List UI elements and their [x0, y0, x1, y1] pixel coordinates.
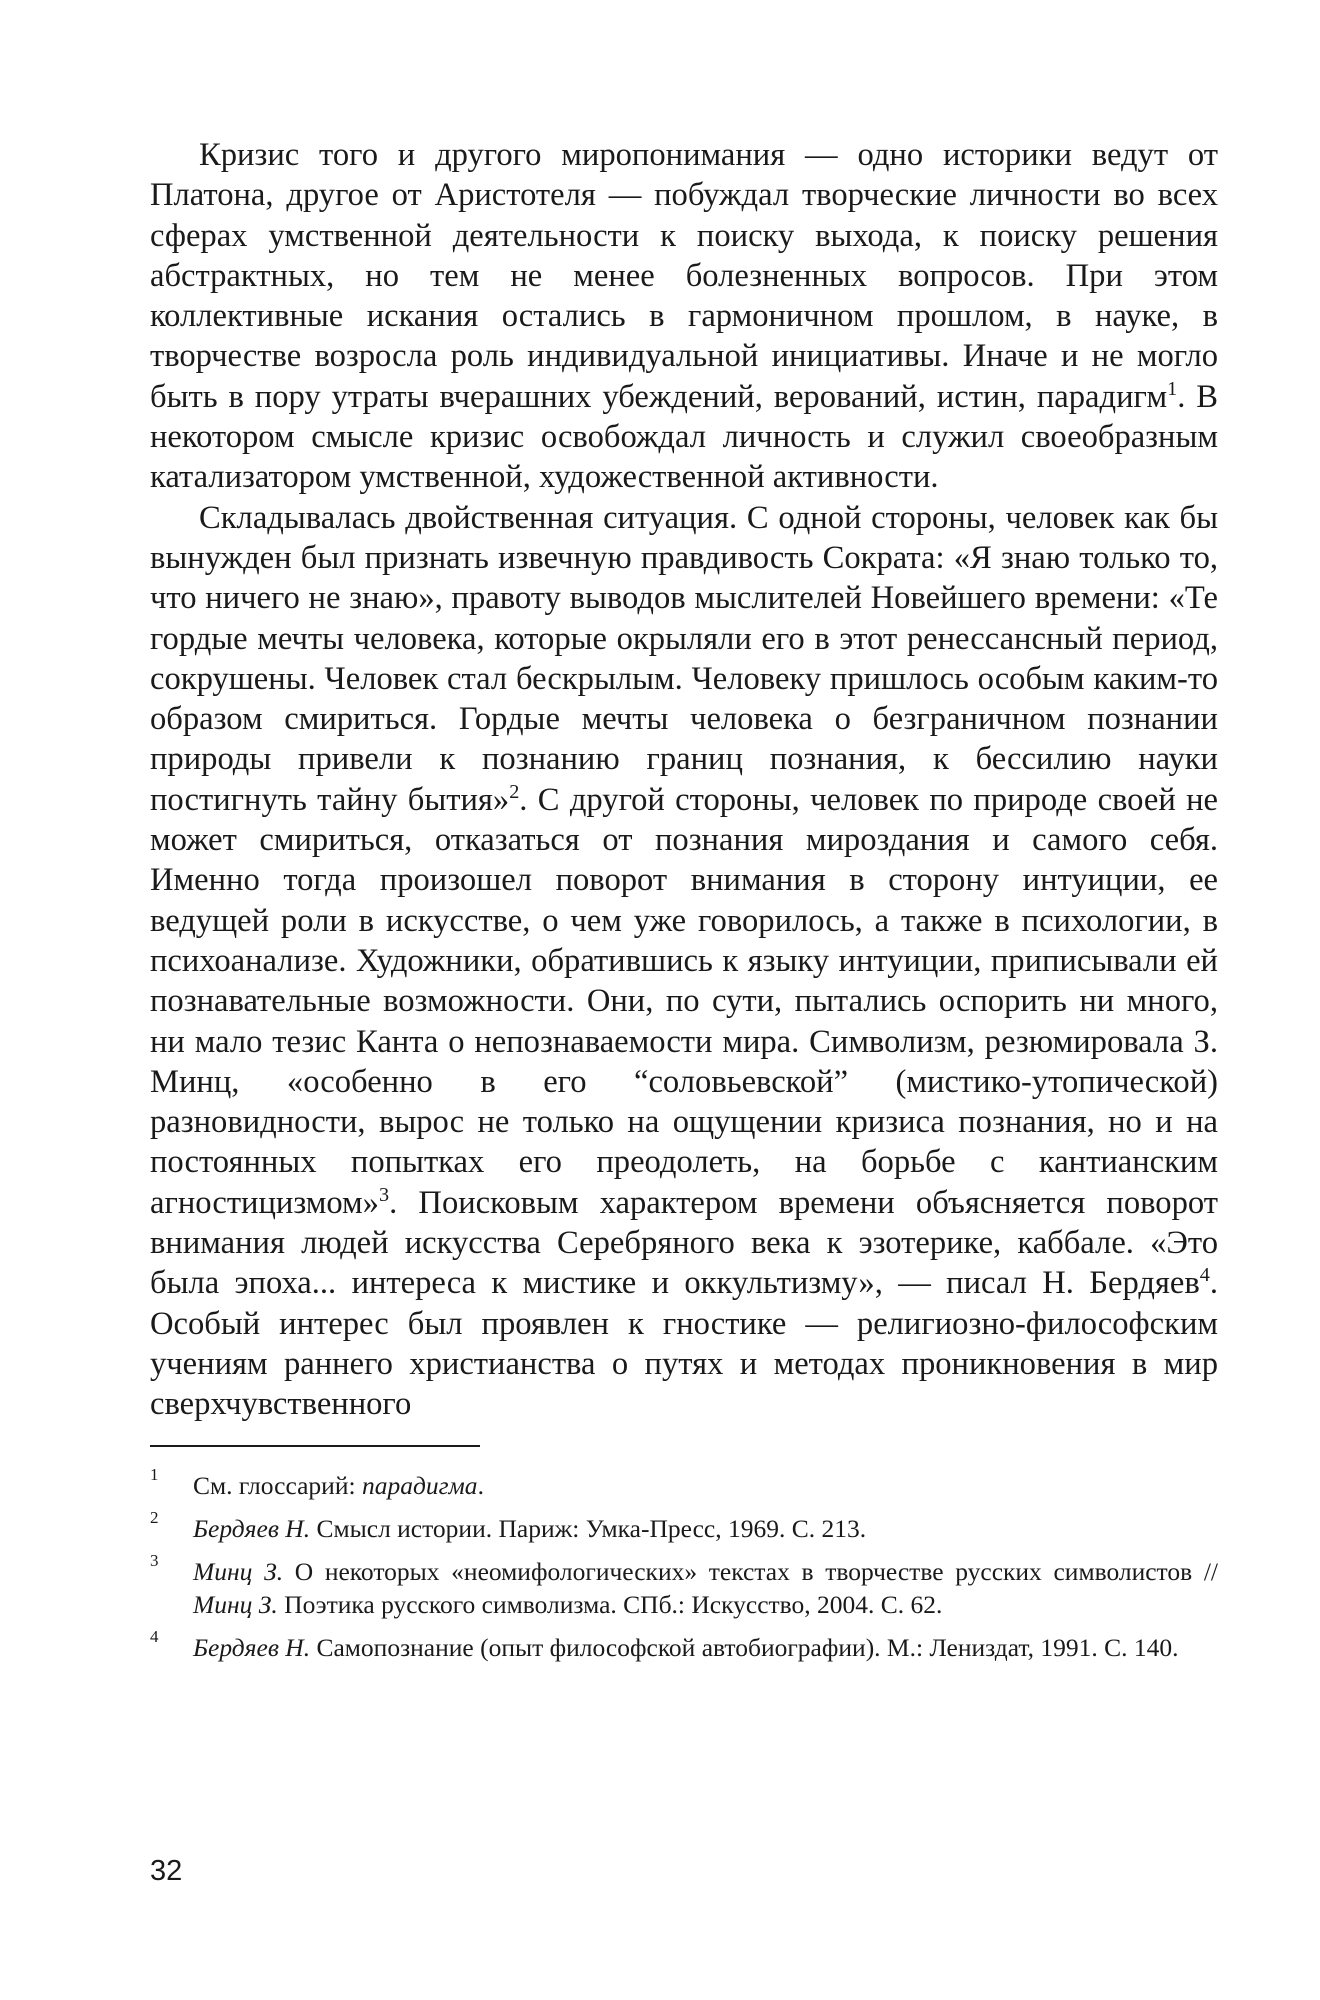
paragraph-2-text: . Поисковым характером времени объясняется поворот внимания людей искусства Серебряного века к эзотерике, каббале. «Это была эпоха... интереса к мистике и оккультизму», — писал Н. Бердяев: [150, 1184, 1218, 1302]
footnote-text: Поэтика русского символизма. СПб.: Искусство, 2004. С. 62.: [277, 1589, 943, 1619]
footnote-number: 4: [150, 1626, 159, 1646]
footnote-text: См. глоссарий:: [193, 1470, 362, 1500]
paragraph-1-text: . В некотором смысле кризис освобождал личность и служил своеобразным катализатором умственной, художественной активности.: [150, 378, 1218, 496]
footnote-ref-3[interactable]: 3: [378, 1183, 390, 1206]
footnote-author: Бердяев Н.: [193, 1513, 311, 1543]
footnote-1: [150, 1464, 1218, 1502]
footnote-text: Самопознание (опыт философской автобиографии). М.: Лениздат, 1991. С. 140.: [310, 1632, 1179, 1662]
paragraph-2-text: Складывалась двойственная ситуация. С одной стороны, человек как бы вынужден был признать извечную правдивость Сократа: «Я знаю только то, что ничего не знаю», правоту выводов мыслителей Новейшего времени: «Те гордые мечты человека, которые окрыляли его в этот ренессансный период, сокрушены. Человек стал бескрылым. Человеку пришлось особым каким-то образом смириться. Гордые мечты человека о безграничном познании природы привели к познанию границ познания, к бессилию науки постигнуть тайну бытия»: [150, 499, 1218, 818]
paragraph-1: [150, 135, 1218, 498]
page-number: 32: [150, 1855, 183, 1887]
footnote-4: [150, 1626, 1218, 1664]
paragraph-2: [150, 498, 1218, 1425]
footnote-divider: [150, 1445, 480, 1447]
paragraph-1-text: Кризис того и другого миропонимания — одно историки ведут от Платона, другое от Аристотеля — побуждал творческие личности во всех сферах умственной деятельности к поиску выхода, к поиску решения абстрактных, но тем не менее болезненных вопросов. При этом коллективные искания остались в гармоничном прошлом, в науке, в творчестве возросла роль индивидуальной инициативы. Иначе и не могло быть в пору утраты вчерашних убеждений, верований, истин, парадигм: [150, 137, 1218, 415]
footnote-term: парадигма: [361, 1470, 478, 1500]
footnotes: [150, 1464, 1218, 1664]
footnote-text: О некоторых «неомифологических» текстах в творчестве русских символистов //: [283, 1556, 1218, 1586]
paragraph-2-text: . С другой стороны, человек по природе своей не может смириться, отказаться от познания мироздания и самого себя. Именно тогда произошел поворот внимания в сторону интуиции, ее ведущей роли в искусстве, о чем уже говорилось, а также в психологии, в психоанализе. Художники, обратившись к языку интуиции, приписывали ей познавательные возможности. Они, по сути, пытались оспорить ни много, ни мало тезис Канта о непознаваемости мира. Символизм, резюмировала З. Минц, «особенно в его “соловьевской” (мистико-утопической) разновидности, вырос не только на ощущении кризиса познания, но и на постоянных попытках его преодолеть, на борьбе с кантианским агностицизмом»: [150, 781, 1218, 1221]
footnote-ref-2[interactable]: 2: [509, 780, 520, 803]
footnote-author: Минц З.: [193, 1589, 278, 1619]
footnote-number: 1: [150, 1464, 159, 1484]
footnote-number: 3: [150, 1550, 159, 1570]
footnote-author: Бердяев Н.: [193, 1632, 311, 1662]
paragraph-2-text: . Особый интерес был проявлен к гностике — религиозно-философским учениям раннего христианства о путях и методах проникновения в мир сверхчувственного: [150, 1265, 1218, 1423]
footnote-ref-4[interactable]: 4: [1199, 1264, 1210, 1287]
footnote-author: Минц З.: [193, 1556, 284, 1586]
footnote-2: [150, 1507, 1218, 1545]
footnote-number: 2: [150, 1507, 159, 1527]
page: [150, 135, 1218, 1674]
footnote-text: Смысл истории. Париж: Умка-Пресс, 1969. С. 213.: [310, 1513, 867, 1543]
footnote-text: .: [477, 1470, 484, 1500]
footnote-ref-1[interactable]: 1: [1167, 377, 1178, 400]
footnote-3: [150, 1550, 1218, 1621]
body-text: [150, 135, 1218, 1425]
